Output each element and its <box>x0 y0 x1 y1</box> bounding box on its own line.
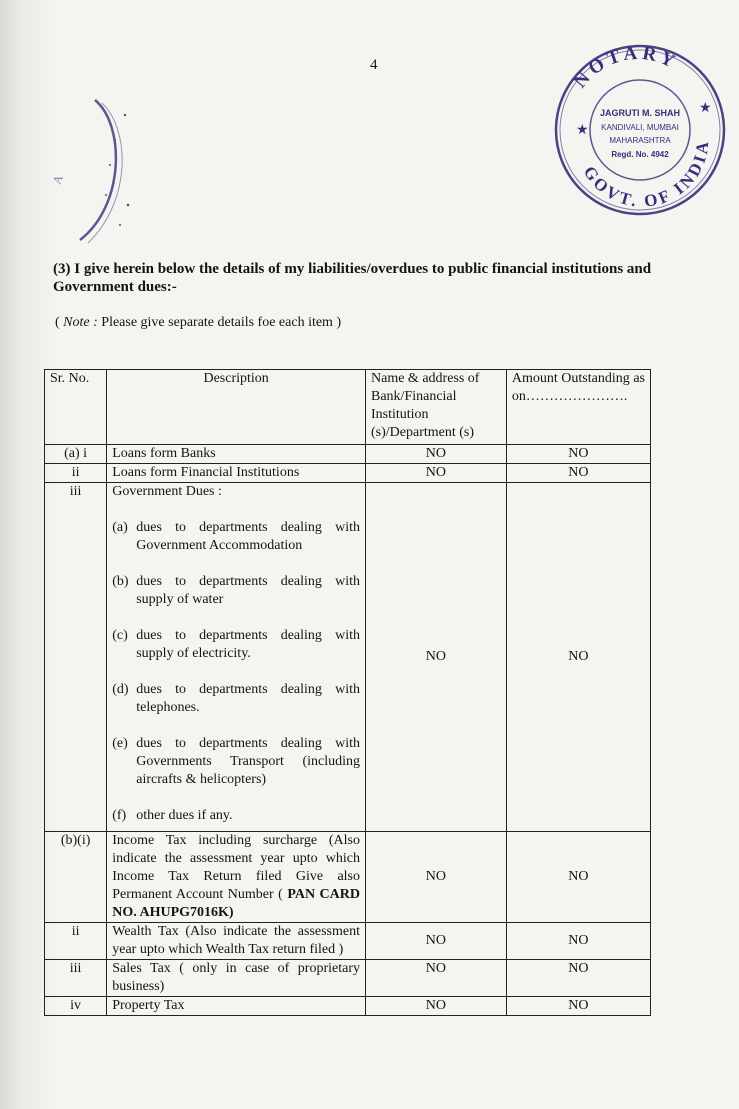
header-sr: Sr. No. <box>45 370 107 445</box>
row-description: Wealth Tax (Also indicate the assessment year upto which Wealth Tax return filed ) <box>107 923 366 960</box>
item-label: (c) <box>112 628 128 643</box>
page-number: 4 <box>370 57 378 73</box>
header-description: Description <box>107 370 366 445</box>
item-label: (b) <box>112 574 129 589</box>
row-institution: NO <box>366 960 507 997</box>
list-item <box>112 681 360 717</box>
row-amount: NO <box>506 483 650 832</box>
row-amount: NO <box>506 445 650 464</box>
pan-card-number: PAN CARD NO. AHUPG7016K) <box>112 887 360 920</box>
list-item <box>112 627 360 663</box>
item-text: dues to departments dealing with supply of water <box>136 574 360 607</box>
item-text: dues to departments dealing with telephones. <box>136 682 360 715</box>
table-row <box>45 445 651 464</box>
item-text: dues to departments dealing with Governments Transport (including aircrafts & helicopters) <box>136 736 360 787</box>
svg-text:GOVT. OF INDIA: GOVT. OF INDIA <box>579 137 713 211</box>
list-item <box>112 735 360 789</box>
row-institution: NO <box>366 445 507 464</box>
row-institution: NO <box>366 923 507 960</box>
svg-text:A: A <box>49 173 66 187</box>
section-heading: (3) I give herein below the details of my liabilities/overdues to public financial institutions and Government dues:- <box>53 261 652 295</box>
svg-text:★: ★ <box>576 123 589 138</box>
row-sr: iv <box>45 997 107 1016</box>
row-institution: NO <box>366 997 507 1016</box>
table-row <box>45 832 651 923</box>
list-item <box>112 807 360 825</box>
list-item <box>112 573 360 609</box>
header-amount: Amount Outstanding as on…………………. <box>506 370 650 445</box>
row-institution: NO <box>366 483 507 832</box>
notary-seal-icon <box>548 38 726 220</box>
row-sr: iii <box>45 960 107 997</box>
svg-text:Regd. No. 4942: Regd. No. 4942 <box>611 150 669 159</box>
income-tax-text: Income Tax including surcharge (Also indicate the assessment year upto which Income Tax Return filed Give also Permanent Account Number ( <box>112 833 360 902</box>
row-amount: NO <box>506 832 650 923</box>
row-description <box>107 832 366 923</box>
svg-text:JAGRUTI M. SHAH: JAGRUTI M. SHAH <box>599 108 681 118</box>
row-institution: NO <box>366 832 507 923</box>
row-description <box>107 483 366 832</box>
item-text: dues to departments dealing with supply of electricity. <box>136 628 360 661</box>
svg-text:NOTARY: NOTARY <box>569 42 682 93</box>
row-sr: iii <box>45 483 107 832</box>
table-row <box>45 483 651 832</box>
item-label: (a) <box>112 520 128 535</box>
svg-text:MAHARASHTRA: MAHARASHTRA <box>609 136 671 145</box>
row-amount: NO <box>506 997 650 1016</box>
svg-text:★: ★ <box>699 101 712 116</box>
note-open: ( <box>55 315 64 330</box>
item-text: other dues if any. <box>136 808 233 823</box>
row-description: Loans form Banks <box>107 445 366 464</box>
row-institution: NO <box>366 464 507 483</box>
row-sr: (b)(i) <box>45 832 107 923</box>
row-description: Property Tax <box>107 997 366 1016</box>
table-row <box>45 960 651 997</box>
row-sr: ii <box>45 464 107 483</box>
row-sr: ii <box>45 923 107 960</box>
item-label: (e) <box>112 736 128 751</box>
row-sr: (a) i <box>45 445 107 464</box>
header-institution: Name & address of Bank/Financial Institution (s)/Department (s) <box>366 370 507 445</box>
liabilities-table <box>44 369 651 1016</box>
item-label: (f) <box>112 808 127 823</box>
government-dues-list <box>112 519 360 825</box>
row-amount: NO <box>506 923 650 960</box>
item-text: dues to departments dealing with Government Accommodation <box>136 520 360 553</box>
row-description: Sales Tax ( only in case of proprietary business) <box>107 960 366 997</box>
svg-text:KANDIVALI, MUMBAI: KANDIVALI, MUMBAI <box>601 123 679 132</box>
note-text: Please give separate details foe each item ) <box>97 315 342 330</box>
row-description: Loans form Financial Institutions <box>107 464 366 483</box>
list-item <box>112 519 360 555</box>
government-dues-title: Government Dues : <box>112 484 222 499</box>
note-label: Note : <box>63 315 98 330</box>
partial-stamp-icon <box>40 95 160 245</box>
table-header-row <box>45 370 651 445</box>
item-label: (d) <box>112 682 129 697</box>
table-row <box>45 997 651 1016</box>
table-row <box>45 923 651 960</box>
row-amount: NO <box>506 960 650 997</box>
row-amount: NO <box>506 464 650 483</box>
table-row <box>45 464 651 483</box>
note-line <box>55 315 341 331</box>
